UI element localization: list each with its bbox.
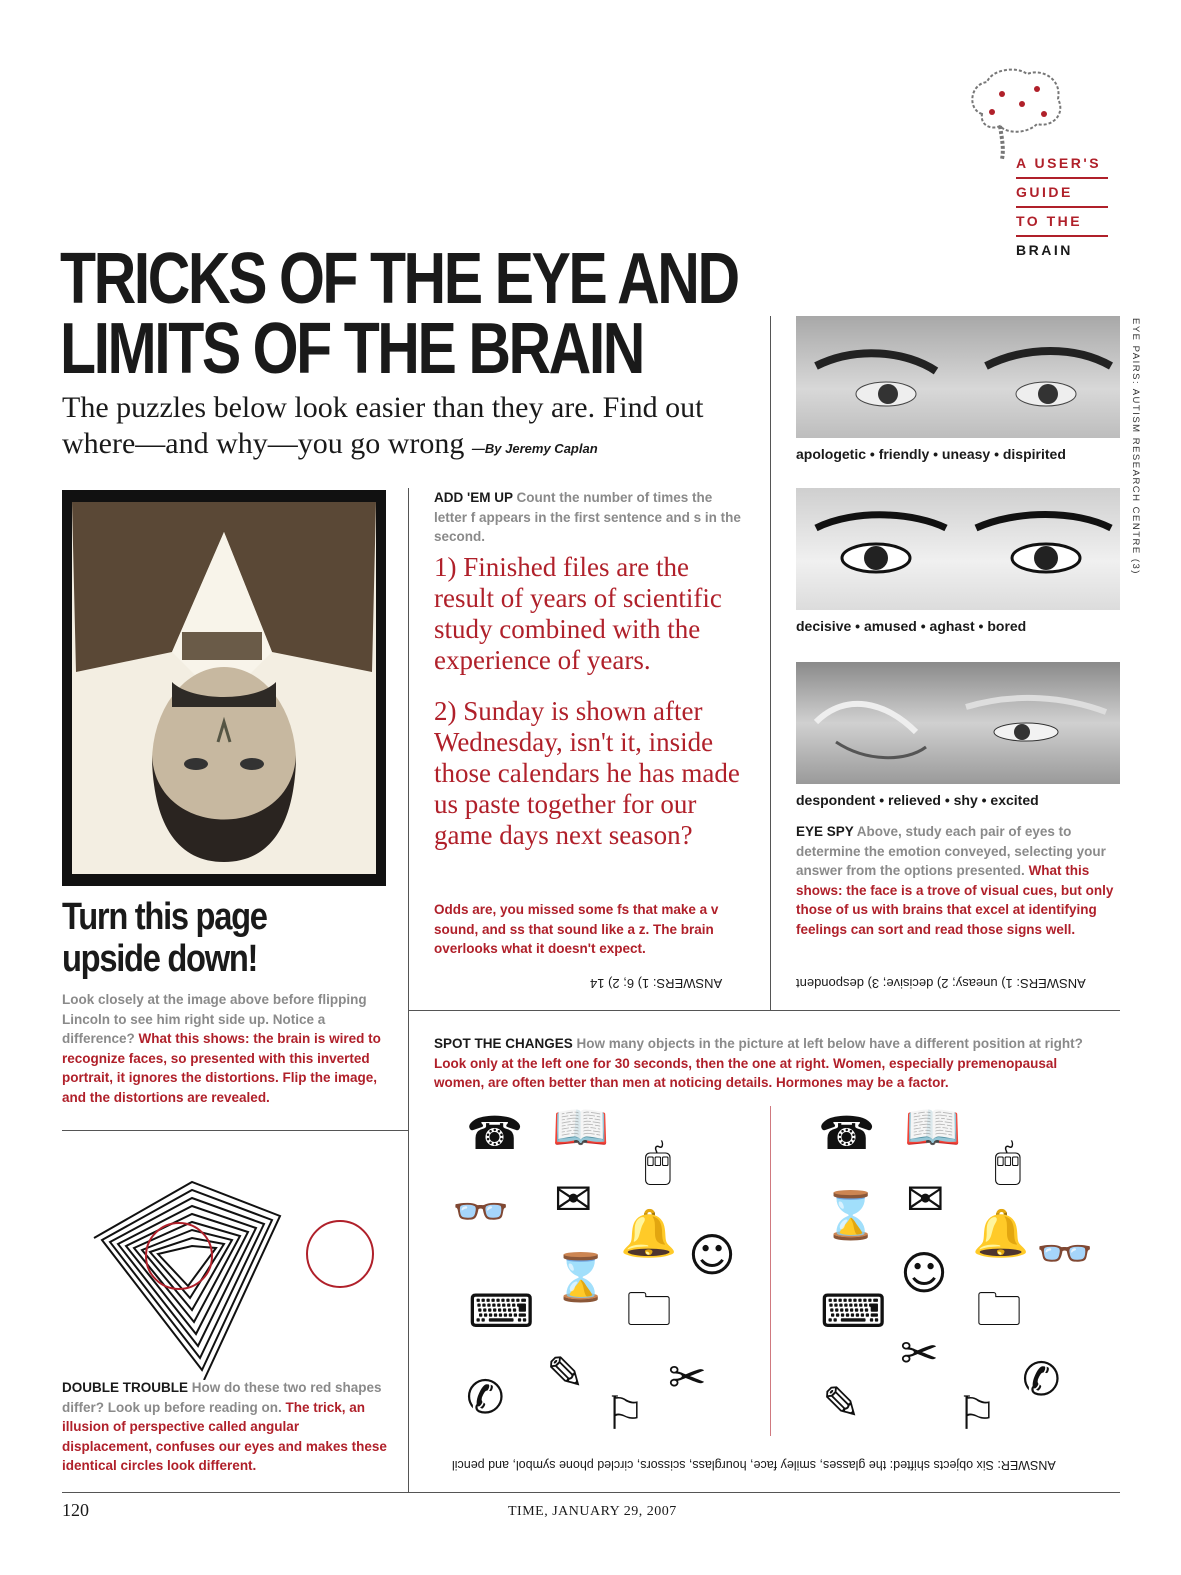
eyespy-label: EYE SPY xyxy=(796,824,854,839)
flag-icon: ⚐ xyxy=(604,1386,646,1440)
mouse-icon: 🖱 xyxy=(644,1134,672,1188)
scissors-icon: ✂ xyxy=(668,1350,707,1404)
keyboard-icon: ⌨ xyxy=(468,1284,535,1338)
dek xyxy=(62,390,762,467)
circled-phone-icon: ✆ xyxy=(1022,1352,1061,1406)
divider xyxy=(62,1492,1120,1493)
lincoln-intro: Look closely at the image above before flipping Lincoln to see him right side up. Notice a difference? xyxy=(62,992,367,1046)
headline-line: LIMITS OF THE BRAIN xyxy=(60,309,643,389)
dek-text: The puzzles below look easier than they are. Find out where—and why—you go wrong xyxy=(62,391,704,460)
lincoln-heading: Turn this page upside down! xyxy=(62,896,267,980)
phone-icon: ☎ xyxy=(818,1106,876,1160)
divider xyxy=(770,1106,771,1436)
bell-icon: 🔔 xyxy=(620,1206,678,1260)
sentence-1: 1) Finished files are the result of years of scientific study combined with the experience of years. xyxy=(434,552,722,675)
sentence-2: 2) Sunday is shown after Wednesday, isn't it, inside those calendars he has made us paste together for our game days next season? xyxy=(434,696,740,850)
badge-line: GUIDE xyxy=(1016,179,1108,208)
spot-explain: Look only at the left one for 30 seconds, then the one at right. Women, especially premenopausal women, are often better than men at noticing details. Hormones may be a factor. xyxy=(434,1055,1058,1090)
glasses-icon: 👓 xyxy=(1036,1226,1094,1280)
bell-icon: 🔔 xyxy=(972,1206,1030,1260)
headline-line: TRICKS OF THE EYE AND xyxy=(60,239,738,319)
photo-credit: EYE PAIRS: AUTISM RESEARCH CENTRE (3) xyxy=(1130,318,1141,575)
divider xyxy=(408,1010,1120,1011)
phone-icon: ☎ xyxy=(466,1106,524,1160)
spot-answer: ANSWER: Six objects shifted: the glasses, smiley face, hourglass, scissors, circled phone symbol, and pencil xyxy=(452,1458,1056,1472)
book-icon: 📖 xyxy=(904,1100,962,1154)
mouse-icon: 🖱 xyxy=(994,1134,1022,1188)
circled-phone-icon: ✆ xyxy=(466,1370,505,1424)
byline: —By Jeremy Caplan xyxy=(471,441,598,456)
options-1: apologetic • friendly • uneasy • dispirited xyxy=(796,446,1066,462)
series-badge xyxy=(1016,150,1112,264)
eyespy-instr: Above, study each pair of eyes to determine the emotion conveyed, selecting your answer from the options presented. xyxy=(796,824,1106,878)
hourglass-icon: ⌛ xyxy=(552,1250,610,1304)
lincoln-body xyxy=(62,990,392,1107)
brain-logo-icon xyxy=(962,64,1072,160)
eyes-photo-1 xyxy=(796,316,1120,438)
folder-icon: 🗀 xyxy=(976,1282,1022,1336)
double-text xyxy=(62,1378,392,1476)
envelope-icon: ✉ xyxy=(906,1172,945,1226)
badge-line: TO THE xyxy=(1016,208,1108,237)
book-icon: 📖 xyxy=(552,1100,610,1154)
eyespy-answer: ANSWERS: 1) uneasy; 2) decisive; 3) despondent xyxy=(796,976,1086,991)
smiley-icon: ☺ xyxy=(900,1246,948,1300)
lincoln-explain: What this shows: the brain is wired to recognize faces, so presented with this inverted portrait, it ignores the distortions. Flip the image, and the distortions are revealed. xyxy=(62,1031,381,1105)
hourglass-icon: ⌛ xyxy=(822,1188,880,1242)
pencil-icon: ✎ xyxy=(822,1376,861,1430)
double-instr: How do these two red shapes differ? Look up before reading on. xyxy=(62,1380,382,1415)
angular-displacement-illusion xyxy=(92,1180,392,1380)
page-number: 120 xyxy=(62,1500,89,1520)
addem-instructions xyxy=(434,488,744,547)
double-label: DOUBLE TROUBLE xyxy=(62,1380,188,1395)
eyes-photo-3 xyxy=(796,662,1120,784)
badge-line: A USER'S xyxy=(1016,150,1108,179)
options-2: decisive • amused • aghast • bored xyxy=(796,618,1027,634)
scissors-icon: ✂ xyxy=(900,1326,939,1380)
options-3: despondent • relieved • shy • excited xyxy=(796,792,1039,808)
addem-explain: Odds are, you missed some fs that make a v sound, and ss that sound like a z. The brain overlooks what it doesn't expect. xyxy=(434,902,719,956)
addem-instr: Count the number of times the letter f appears in the first sentence and s in the second. xyxy=(434,490,741,544)
glasses-icon: 👓 xyxy=(452,1184,510,1238)
divider xyxy=(408,488,409,1492)
spot-label: SPOT THE CHANGES xyxy=(434,1036,573,1051)
divider xyxy=(62,1130,408,1131)
eyes-photo-2 xyxy=(796,488,1120,610)
inverted-lincoln-portrait xyxy=(62,490,386,886)
divider xyxy=(770,316,771,1010)
badge-line: BRAIN xyxy=(1016,242,1073,258)
spot-text xyxy=(434,1034,1094,1093)
smiley-icon: ☺ xyxy=(688,1228,736,1282)
eyespy-text xyxy=(796,822,1120,939)
addem-label: ADD 'EM UP xyxy=(434,490,513,505)
addem-answer: ANSWERS: 1) 6; 2) 14 xyxy=(590,976,723,991)
spot-instr: How many objects in the picture at left below have a different position at right? xyxy=(576,1036,1083,1051)
keyboard-icon: ⌨ xyxy=(820,1284,887,1338)
publication-date: TIME, JANUARY 29, 2007 xyxy=(508,1504,677,1519)
folder-icon: 🗀 xyxy=(626,1282,672,1336)
pencil-icon: ✎ xyxy=(546,1346,585,1400)
flag-icon: ⚐ xyxy=(956,1386,998,1440)
envelope-icon: ✉ xyxy=(554,1172,593,1226)
double-explain: The trick, an illusion of perspective called angular displacement, confuses our eyes and makes these identical circles look different. xyxy=(62,1399,387,1473)
headline xyxy=(60,239,738,389)
eyespy-explain: What this shows: the face is a trove of visual cues, but only those of us with brains that excel at identifying feelings can sort and read those signs well. xyxy=(796,863,1114,937)
